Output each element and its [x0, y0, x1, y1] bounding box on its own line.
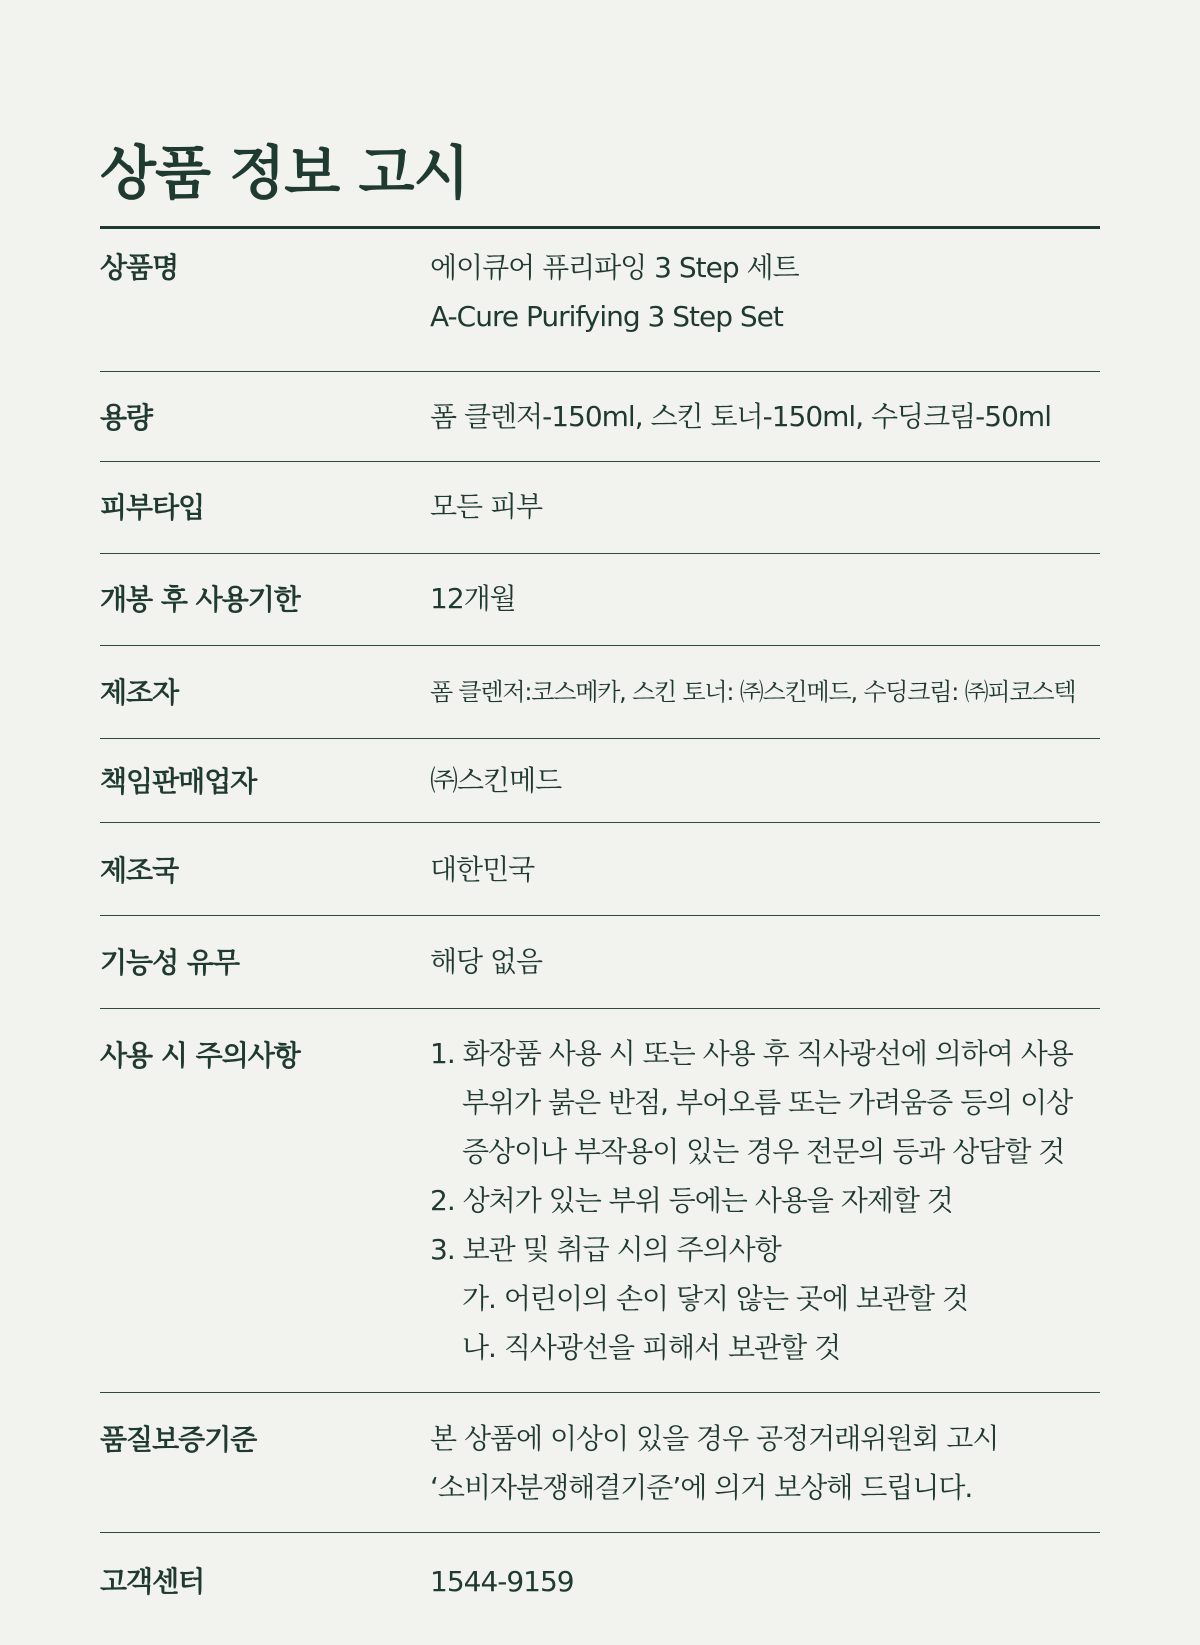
value-line: ㈜스킨메드 [430, 764, 562, 797]
precautions-list [430, 1029, 1100, 1372]
table-row-quality-standard [100, 1393, 1100, 1533]
row-value [430, 916, 1100, 1008]
table-row-distributor [100, 739, 1100, 823]
row-value [430, 823, 1100, 915]
value-line: 해당 없음 [430, 945, 543, 978]
customer-center-phone: 1544-9159 [430, 1565, 574, 1598]
table-row-customer-center [100, 1533, 1100, 1633]
row-label: 상품명 [100, 251, 179, 284]
list-item: 1. 화장품 사용 시 또는 사용 후 직사광선에 의하여 사용 [430, 1037, 1073, 1070]
table-row-volume [100, 372, 1100, 462]
value-line: 폼 클렌저:코스메카, 스킨 토너: ㈜스킨메드, 수딩크림: ㈜피코스텍 [430, 678, 1076, 706]
list-item: 2. 상처가 있는 부위 등에는 사용을 자제할 것 [430, 1184, 953, 1217]
value-line: 모든 피부 [430, 490, 543, 523]
value-line: 에이큐어 퓨리파잉 3 Step 세트 [430, 251, 799, 284]
table-row-manufacturer [100, 646, 1100, 739]
page-title: 상품 정보 고시 [100, 139, 469, 207]
row-value [430, 1533, 1100, 1633]
list-item: 증상이나 부작용이 있는 경우 전문의 등과 상담할 것 [462, 1135, 1065, 1168]
row-value [430, 462, 1100, 553]
row-label: 제조국 [100, 854, 179, 887]
row-label: 피부타입 [100, 491, 205, 524]
list-item: 나. 직사광선을 피해서 보관할 것 [462, 1331, 841, 1364]
row-value [430, 1393, 1100, 1532]
list-item: 3. 보관 및 취급 시의 주의사항 [430, 1233, 781, 1266]
table-row-functional [100, 916, 1100, 1009]
row-value [430, 646, 1100, 738]
value-line: 폼 클렌저-150ml, 스킨 토너-150ml, 수딩크림-50ml [430, 400, 1051, 433]
value-line: 대한민국 [430, 853, 535, 886]
row-label: 개봉 후 사용기한 [100, 583, 300, 616]
row-value [430, 372, 1100, 461]
row-value [430, 554, 1100, 645]
row-value [430, 1009, 1100, 1392]
table-row-product-name [100, 229, 1100, 372]
row-value [430, 739, 1100, 822]
row-label: 기능성 유무 [100, 946, 239, 979]
value-line: 12개월 [430, 582, 516, 615]
value-line: 본 상품에 이상이 있을 경우 공정거래위원회 고시 [430, 1422, 999, 1455]
row-label: 책임판매업자 [100, 765, 257, 798]
table-row-skin-type [100, 462, 1100, 554]
row-label: 고객센터 [100, 1565, 205, 1598]
row-label: 제조자 [100, 676, 179, 709]
table-row-precautions [100, 1009, 1100, 1393]
table-row-country [100, 823, 1100, 916]
value-line: A-Cure Purifying 3 Step Set [430, 300, 783, 333]
list-item: 부위가 붉은 반점, 부어오름 또는 가려움증 등의 이상 [462, 1086, 1073, 1119]
list-item: 가. 어린이의 손이 닿지 않는 곳에 보관할 것 [462, 1282, 969, 1315]
row-label: 사용 시 주의사항 [100, 1039, 300, 1072]
product-info-table [100, 229, 1100, 1633]
row-value [430, 229, 1100, 371]
row-label: 용량 [100, 401, 153, 434]
row-label: 품질보증기준 [100, 1423, 257, 1456]
value-line: ‘소비자분쟁해결기준’에 의거 보상해 드립니다. [430, 1471, 973, 1504]
table-row-shelf-life [100, 554, 1100, 646]
